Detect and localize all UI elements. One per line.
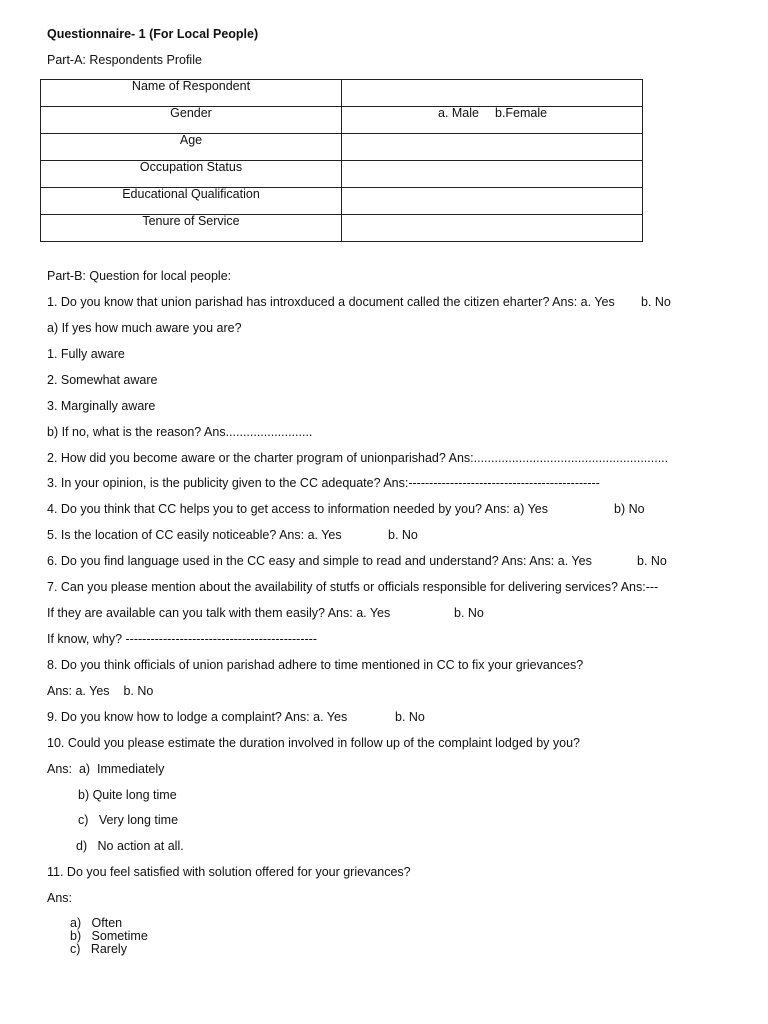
table-row [41, 161, 643, 188]
question-7b: If know, why? ---------------------------------------------- [47, 632, 317, 646]
document-title: Questionnaire- 1 (For Local People) [47, 27, 259, 41]
table-cell-label: Age [41, 134, 342, 161]
table-row [41, 188, 643, 215]
table-cell-label: Name of Respondent [41, 80, 342, 107]
table-cell-label: Educational Qualification [41, 188, 342, 215]
question-1: 1. Do you know that union parishad has introxduced a document called the citizen eharter? Ans: a. Yes [47, 295, 615, 309]
list-item: b) Sometime [70, 929, 148, 943]
list-item: c) Very long time [78, 813, 179, 827]
list-item: c) Rarely [70, 942, 127, 956]
table-cell-value[interactable] [342, 161, 643, 188]
question-4-no: b) No [614, 502, 645, 516]
question-6: 6. Do you find language used in the CC easy and simple to read and understand? Ans: Ans: a. Yes [47, 554, 592, 568]
list-item: 1. Fully aware [47, 347, 125, 361]
question-11: 11. Do you feel satisfied with solution offered for your grievances? [47, 865, 411, 879]
question-7: 7. Can you please mention about the availability of stutfs or officials responsible for delivering services? Ans:--- [47, 580, 659, 594]
list-item: a) Often [70, 916, 123, 930]
part-b-heading: Part-B: Question for local people: [47, 269, 232, 283]
list-item: b) Quite long time [78, 788, 177, 802]
table-row [41, 215, 643, 242]
table-cell-label: Gender [41, 107, 342, 134]
question-9: 9. Do you know how to lodge a complaint? Ans: a. Yes [47, 710, 348, 724]
table-row [41, 80, 643, 107]
question-10-answer: Ans: a) Immediately [47, 762, 165, 776]
question-4: 4. Do you think that CC helps you to get access to information needed by you? Ans: a) Yes [47, 502, 549, 516]
question-8: 8. Do you think officials of union parishad adhere to time mentioned in CC to fix your grievances? [47, 658, 584, 672]
question-8-answer: Ans: a. Yes b. No [47, 684, 154, 698]
gender-option-female[interactable]: b.Female [495, 106, 548, 120]
question-5: 5. Is the location of CC easily noticeable? Ans: a. Yes [47, 528, 342, 542]
table-row [41, 107, 643, 134]
table-row [41, 134, 643, 161]
table-cell-label: Occupation Status [41, 161, 342, 188]
table-cell-value[interactable] [342, 134, 643, 161]
question-11-answer: Ans: [47, 891, 73, 905]
table-cell-value[interactable] [342, 215, 643, 242]
table-cell-value[interactable] [342, 107, 643, 134]
question-3: 3. In your opinion, is the publicity given to the CC adequate? Ans:---------------------------------------------- [47, 476, 600, 490]
list-item: 2. Somewhat aware [47, 373, 158, 387]
list-item: d) No action at all. [76, 839, 184, 853]
question-9-no: b. No [395, 710, 425, 724]
question-10: 10. Could you please estimate the duration involved in follow up of the complaint lodged by you? [47, 736, 580, 750]
question-6-no: b. No [637, 554, 667, 568]
question-1b: b) If no, what is the reason? Ans......................... [47, 425, 313, 439]
gender-option-male[interactable]: a. Male [438, 106, 479, 120]
question-5-no: b. No [388, 528, 418, 542]
table-cell-value[interactable] [342, 80, 643, 107]
part-a-heading: Part-A: Respondents Profile [47, 53, 202, 67]
profile-table [40, 79, 643, 242]
question-7a: If they are available can you talk with them easily? Ans: a. Yes [47, 606, 391, 620]
table-cell-label: Tenure of Service [41, 215, 342, 242]
question-1a: a) If yes how much aware you are? [47, 321, 242, 335]
table-cell-value[interactable] [342, 188, 643, 215]
list-item: 3. Marginally aware [47, 399, 156, 413]
question-2: 2. How did you become aware or the charter program of unionparishad? Ans:........................................................ [47, 451, 669, 465]
question-7a-no: b. No [454, 606, 484, 620]
question-1-no: b. No [641, 295, 671, 309]
